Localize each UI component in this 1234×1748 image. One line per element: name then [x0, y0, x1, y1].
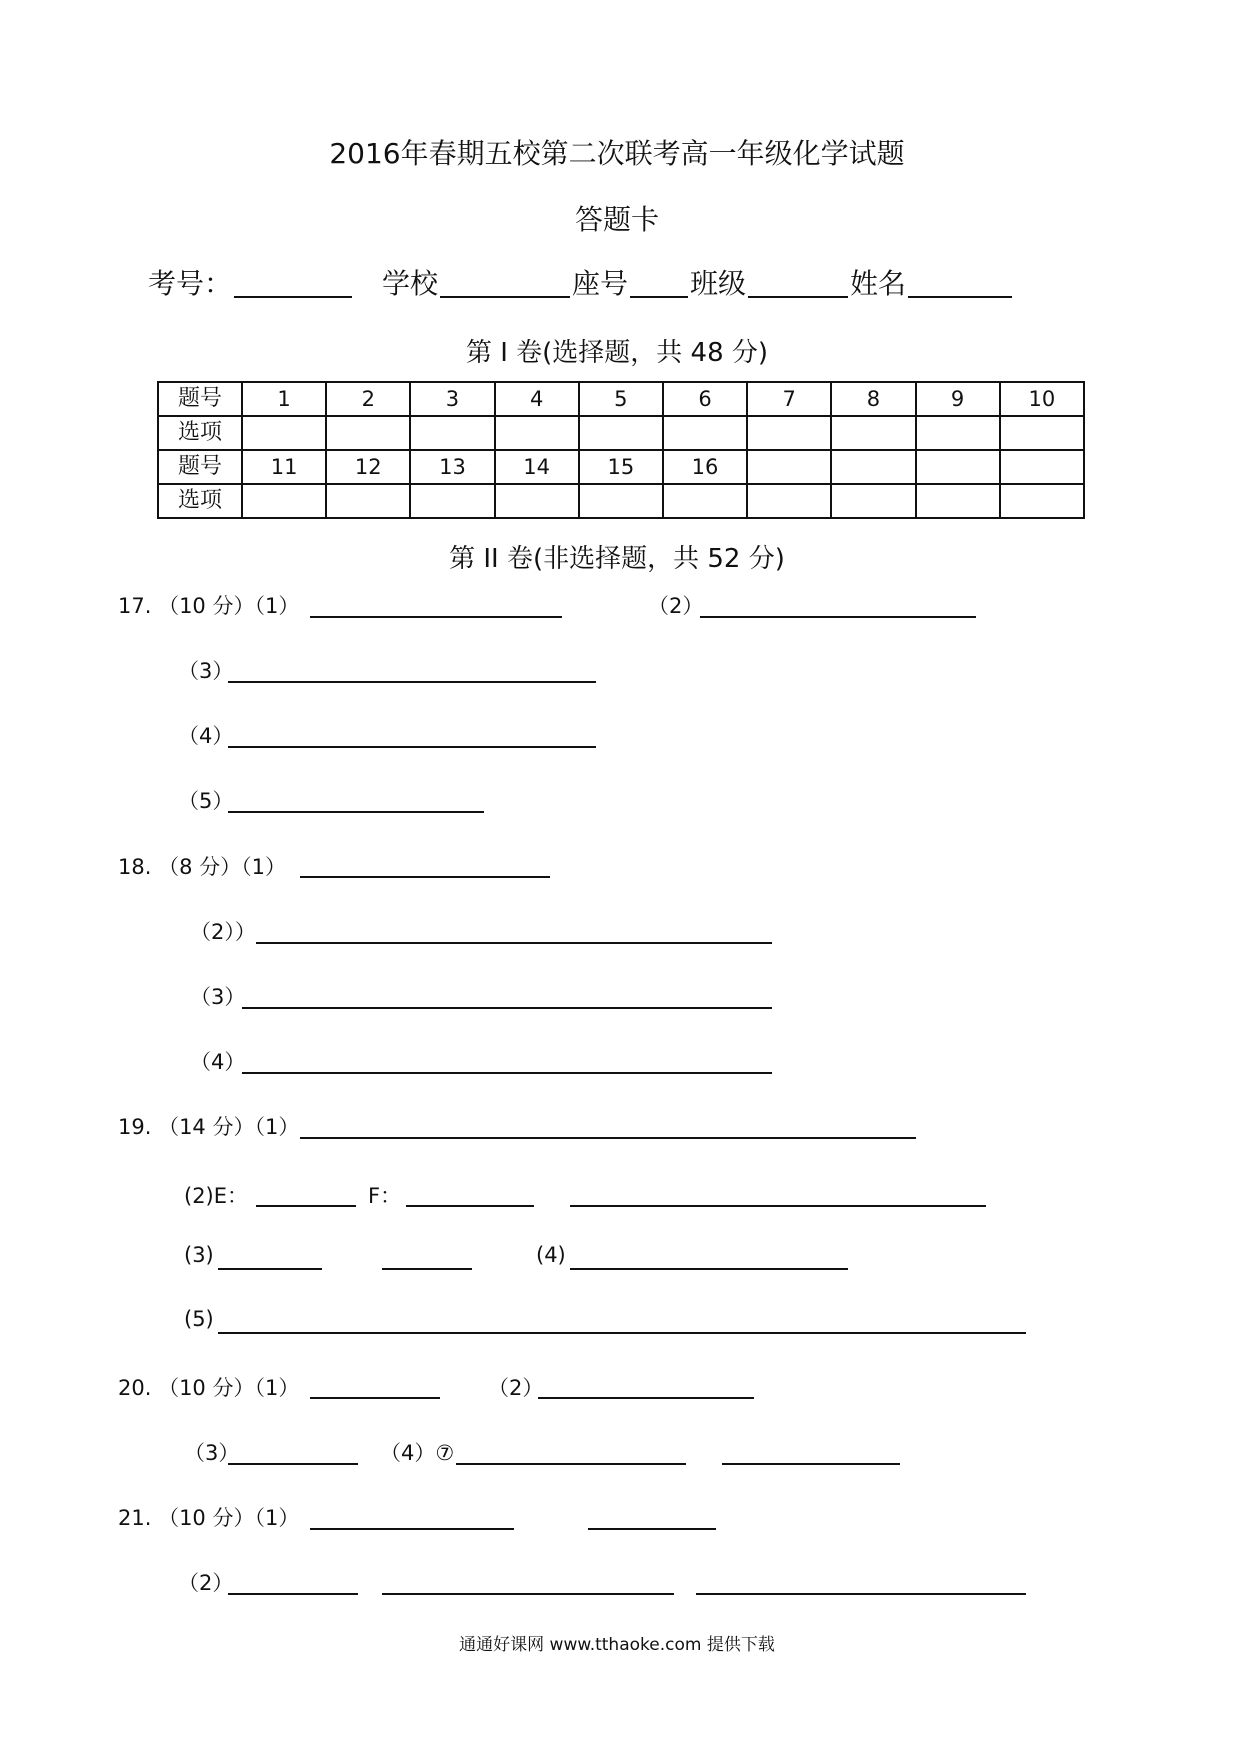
- footer-text: 通通好课网 www.tthaoke.com 提供下载: [459, 1635, 775, 1655]
- name-label: 姓名: [850, 267, 907, 300]
- q20-3-answer[interactable]: [228, 1463, 358, 1465]
- q19-2f-label: F：: [368, 1184, 402, 1208]
- answer-cell[interactable]: [242, 484, 326, 518]
- q17-5-answer[interactable]: [228, 811, 484, 813]
- row-label-choice: 选项: [158, 416, 242, 450]
- q21-head: 21. （10 分）（1）: [118, 1506, 300, 1530]
- answer-cell[interactable]: [663, 484, 747, 518]
- answer-cell[interactable]: [1000, 484, 1084, 518]
- q19-5-answer[interactable]: [218, 1332, 1026, 1334]
- exam-number-label: 考号：: [148, 267, 233, 300]
- q18-4-answer[interactable]: [242, 1072, 772, 1074]
- q20-4b-answer[interactable]: [722, 1463, 900, 1465]
- q19-4-label: (4): [536, 1243, 566, 1267]
- q17-2-answer[interactable]: [700, 616, 976, 618]
- answer-cell[interactable]: [916, 484, 1000, 518]
- page-subtitle: 答题卡: [574, 203, 659, 236]
- q18-2-label: （2））: [190, 920, 256, 944]
- q17-3-answer[interactable]: [228, 681, 596, 683]
- q19-2e-label: (2)E：: [184, 1184, 249, 1208]
- q17-head: 17. （10 分）（1）: [118, 594, 300, 618]
- question-number: 6: [663, 382, 747, 416]
- q19-2f-answer[interactable]: [406, 1205, 534, 1207]
- q19-head: 19. （14 分）（1）: [118, 1115, 300, 1139]
- page-title: 2016年春期五校第二次联考高一年级化学试题: [329, 137, 905, 170]
- q18-4-label: （4）: [190, 1050, 246, 1074]
- q20-head: 20. （10 分）（1）: [118, 1376, 300, 1400]
- q19-4-answer[interactable]: [570, 1268, 848, 1270]
- table-row: [158, 450, 1084, 484]
- question-number: [916, 450, 1000, 484]
- question-number: 4: [495, 382, 579, 416]
- q17-1-answer[interactable]: [310, 616, 562, 618]
- question-number: 16: [663, 450, 747, 484]
- answer-cell[interactable]: [747, 416, 831, 450]
- answer-cell[interactable]: [326, 484, 410, 518]
- q19-3-label: (3): [184, 1243, 214, 1267]
- question-number: 12: [326, 450, 410, 484]
- q17-3-label: （3）: [178, 659, 234, 683]
- q20-2-label: （2）: [488, 1376, 544, 1400]
- question-number: [747, 450, 831, 484]
- question-number: 7: [747, 382, 831, 416]
- question-number: 10: [1000, 382, 1084, 416]
- q21-2a-answer[interactable]: [228, 1593, 358, 1595]
- q19-3b-answer[interactable]: [382, 1268, 472, 1270]
- row-label-choice: 选项: [158, 484, 242, 518]
- name-field[interactable]: [908, 296, 1012, 298]
- answer-cell[interactable]: [495, 416, 579, 450]
- q20-4-label: （4）⑦: [380, 1441, 455, 1465]
- row-label-number: 题号: [158, 382, 242, 416]
- answer-cell[interactable]: [326, 416, 410, 450]
- q20-1-answer[interactable]: [310, 1397, 440, 1399]
- class-field[interactable]: [748, 296, 848, 298]
- question-number: 8: [831, 382, 915, 416]
- answer-cell[interactable]: [579, 416, 663, 450]
- answer-cell[interactable]: [410, 484, 494, 518]
- exam-number-field[interactable]: [234, 296, 352, 298]
- table-row: [158, 484, 1084, 518]
- question-number: 15: [579, 450, 663, 484]
- q20-3-label: （3）: [184, 1441, 240, 1465]
- section1-title: 第 I 卷(选择题，共 48 分): [465, 338, 769, 368]
- answer-cell[interactable]: [242, 416, 326, 450]
- q18-3-answer[interactable]: [242, 1007, 772, 1009]
- q19-2-answer[interactable]: [570, 1205, 986, 1207]
- answer-cell[interactable]: [916, 416, 1000, 450]
- q18-head: 18. （8 分）（1）: [118, 855, 286, 879]
- school-label: 学校: [382, 267, 439, 300]
- answer-cell[interactable]: [831, 484, 915, 518]
- q20-4a-answer[interactable]: [456, 1463, 686, 1465]
- class-label: 班级: [690, 267, 747, 300]
- q19-5-label: (5): [184, 1307, 214, 1331]
- question-number: 5: [579, 382, 663, 416]
- q19-1-answer[interactable]: [300, 1137, 916, 1139]
- answer-grid: [157, 381, 1085, 519]
- q21-2-label: （2）: [178, 1571, 234, 1595]
- q20-2-answer[interactable]: [538, 1397, 754, 1399]
- answer-cell[interactable]: [1000, 416, 1084, 450]
- q21-1b-answer[interactable]: [588, 1528, 716, 1530]
- answer-cell[interactable]: [831, 416, 915, 450]
- question-number: [831, 450, 915, 484]
- q17-2-label: （2）: [648, 594, 704, 618]
- question-number: 1: [242, 382, 326, 416]
- question-number: 9: [916, 382, 1000, 416]
- q18-2-answer[interactable]: [256, 942, 772, 944]
- question-number: [1000, 450, 1084, 484]
- table-row: [158, 382, 1084, 416]
- question-number: 14: [495, 450, 579, 484]
- seat-label: 座号: [572, 267, 629, 300]
- q19-2e-answer[interactable]: [256, 1205, 356, 1207]
- q19-3a-answer[interactable]: [218, 1268, 322, 1270]
- section2-title: 第 II 卷(非选择题，共 52 分): [449, 544, 785, 574]
- question-number: 13: [410, 450, 494, 484]
- answer-cell[interactable]: [747, 484, 831, 518]
- answer-cell[interactable]: [663, 416, 747, 450]
- table-row: [158, 416, 1084, 450]
- q17-5-label: （5）: [178, 789, 234, 813]
- school-field[interactable]: [440, 296, 570, 298]
- q21-2b-answer[interactable]: [382, 1593, 674, 1595]
- row-label-number: 题号: [158, 450, 242, 484]
- answer-cell[interactable]: [579, 484, 663, 518]
- q17-4-answer[interactable]: [228, 746, 596, 748]
- question-number: 11: [242, 450, 326, 484]
- q21-2c-answer[interactable]: [696, 1593, 1026, 1595]
- question-number: 2: [326, 382, 410, 416]
- seat-field[interactable]: [630, 296, 688, 298]
- answer-cell[interactable]: [495, 484, 579, 518]
- q17-4-label: （4）: [178, 724, 234, 748]
- question-number: 3: [410, 382, 494, 416]
- answer-cell[interactable]: [410, 416, 494, 450]
- q18-1-answer[interactable]: [300, 876, 550, 878]
- q21-1a-answer[interactable]: [310, 1528, 514, 1530]
- q18-3-label: （3）: [190, 985, 246, 1009]
